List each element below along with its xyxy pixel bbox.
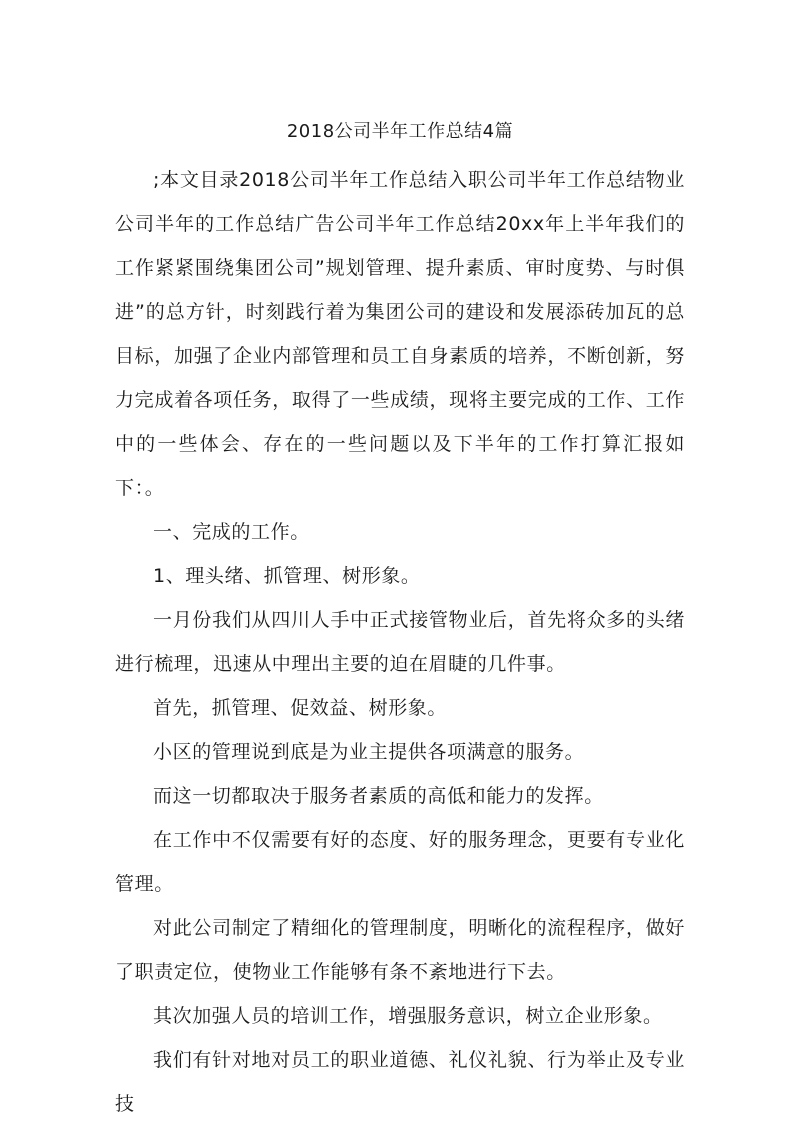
document-title: 2018公司半年工作总结4篇 <box>286 121 514 142</box>
paragraph: 一月份我们从四川人手中正式接管物业后，首先将众多的头绪进行梳理，迅速从中理出主要的迫在眉睫的几件事。 <box>115 609 685 675</box>
paragraph-subheading: 1、理头绪、抓管理、树形象。 <box>153 565 421 587</box>
document-body <box>115 158 685 1126</box>
paragraph: 在工作中不仅需要有好的态度、好的服务理念，更要有专业化管理。 <box>115 829 685 895</box>
paragraph: 首先，抓管理、促效益、树形象。 <box>153 697 448 719</box>
paragraph: 其次加强人员的培训工作，增强服务意识，树立企业形象。 <box>153 1005 663 1027</box>
paragraph: 我们有针对地对员工的职业道德、礼仪礼貌、行为举止及专业技 <box>115 1049 685 1115</box>
paragraph-intro: ;本文目录2018公司半年工作总结入职公司半年工作总结物业公司半年的工作总结广告公司半年工作总结20xx年上半年我们的工作紧紧围绕集团公司”规划管理、提升素质、审时度势、与时俱进”的总方针，时刻践行着为集团公司的建设和发展添砖加瓦的总目标，加强了企业内部管理和员工自身素质的培养，不断创新，努力完成着各项任务，取得了一些成绩，现将主要完成的工作、工作中的一些体会、存在的一些问题以及下半年的工作打算汇报如下：。 <box>115 169 685 499</box>
paragraph-section-heading: 一、完成的工作。 <box>153 521 310 543</box>
paragraph: 小区的管理说到底是为业主提供各项满意的服务。 <box>153 741 585 763</box>
paragraph: 而这一切都取决于服务者素质的高低和能力的发挥。 <box>153 785 604 807</box>
paragraph: 对此公司制定了精细化的管理制度，明晰化的流程程序，做好了职责定位，使物业工作能够有条不紊地进行下去。 <box>115 917 685 983</box>
